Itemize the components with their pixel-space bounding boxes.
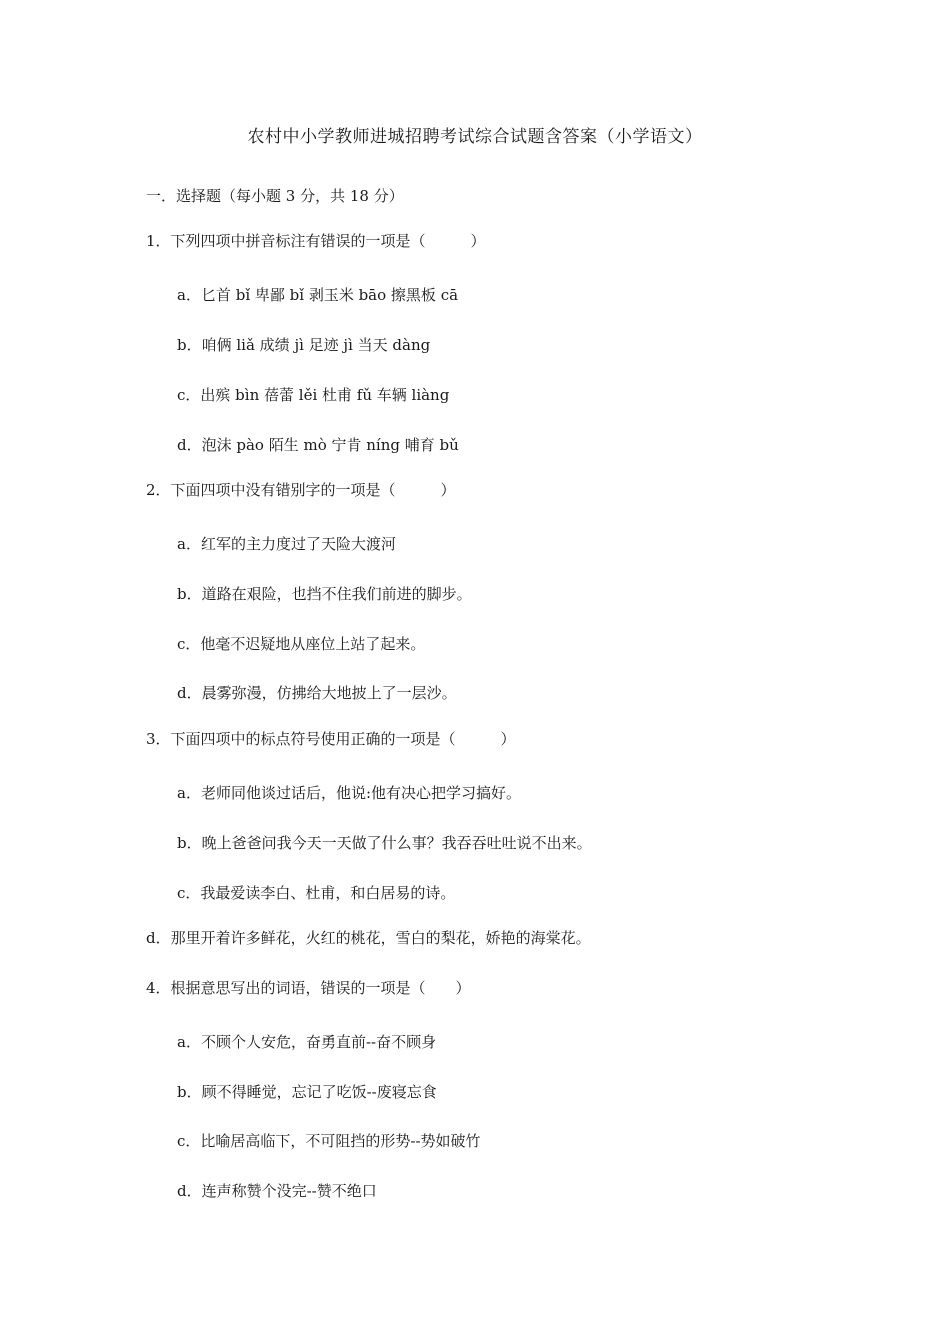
question-3-option-d: d．那里开着许多鲜花，火红的桃花，雪白的梨花，娇艳的海棠花。 (146, 929, 591, 947)
question-2: 2．下面四项中没有错别字的一项是（ ） (146, 481, 456, 499)
question-4-option-c: c．比喻居高临下，不可阻挡的形势--势如破竹 (177, 1132, 481, 1150)
section-heading: 一．选择题（每小题 3 分，共 18 分） (146, 187, 404, 205)
question-1-option-c: c．出殡 bìn 蓓蕾 lěi 杜甫 fǔ 车辆 liàng (177, 386, 450, 404)
question-1-option-a: a．匕首 bǐ 卑鄙 bǐ 剥玉米 bāo 擦黑板 cā (177, 286, 459, 304)
question-4-option-b: b．顾不得睡觉，忘记了吃饭--废寝忘食 (177, 1083, 437, 1101)
question-1-option-d: d．泡沫 pào 陌生 mò 宁肯 níng 哺育 bǔ (177, 436, 459, 454)
question-3: 3．下面四项中的标点符号使用正确的一项是（ ） (146, 730, 516, 748)
question-2-option-c: c．他毫不迟疑地从座位上站了起来。 (177, 635, 426, 653)
question-3-option-b: b．晚上爸爸问我今天一天做了什么事？我吞吞吐吐说不出来。 (177, 834, 592, 852)
question-1-option-b: b．咱俩 liǎ 成绩 jì 足迹 jì 当天 dàng (177, 336, 431, 354)
question-4: 4．根据意思写出的词语，错误的一项是（ ） (146, 979, 471, 997)
question-2-option-a: a．红军的主力度过了天险大渡河 (177, 535, 396, 553)
question-4-option-d: d．连声称赞个没完--赞不绝口 (177, 1182, 377, 1200)
question-2-option-d: d．晨雾弥漫，仿拂给大地披上了一层沙。 (177, 684, 457, 702)
question-3-option-a: a．老师同他谈过话后，他说:他有决心把学习搞好。 (177, 784, 521, 802)
question-4-option-a: a．不顾个人安危，奋勇直前--奋不顾身 (177, 1033, 437, 1051)
question-2-option-b: b．道路在艰险，也挡不住我们前进的脚步。 (177, 585, 472, 603)
page-title: 农村中小学教师进城招聘考试综合试题含答案（小学语文） (247, 127, 703, 147)
question-1: 1．下列四项中拼音标注有错误的一项是（ ） (146, 232, 486, 250)
question-3-option-c: c．我最爱读李白、杜甫，和白居易的诗。 (177, 884, 456, 902)
